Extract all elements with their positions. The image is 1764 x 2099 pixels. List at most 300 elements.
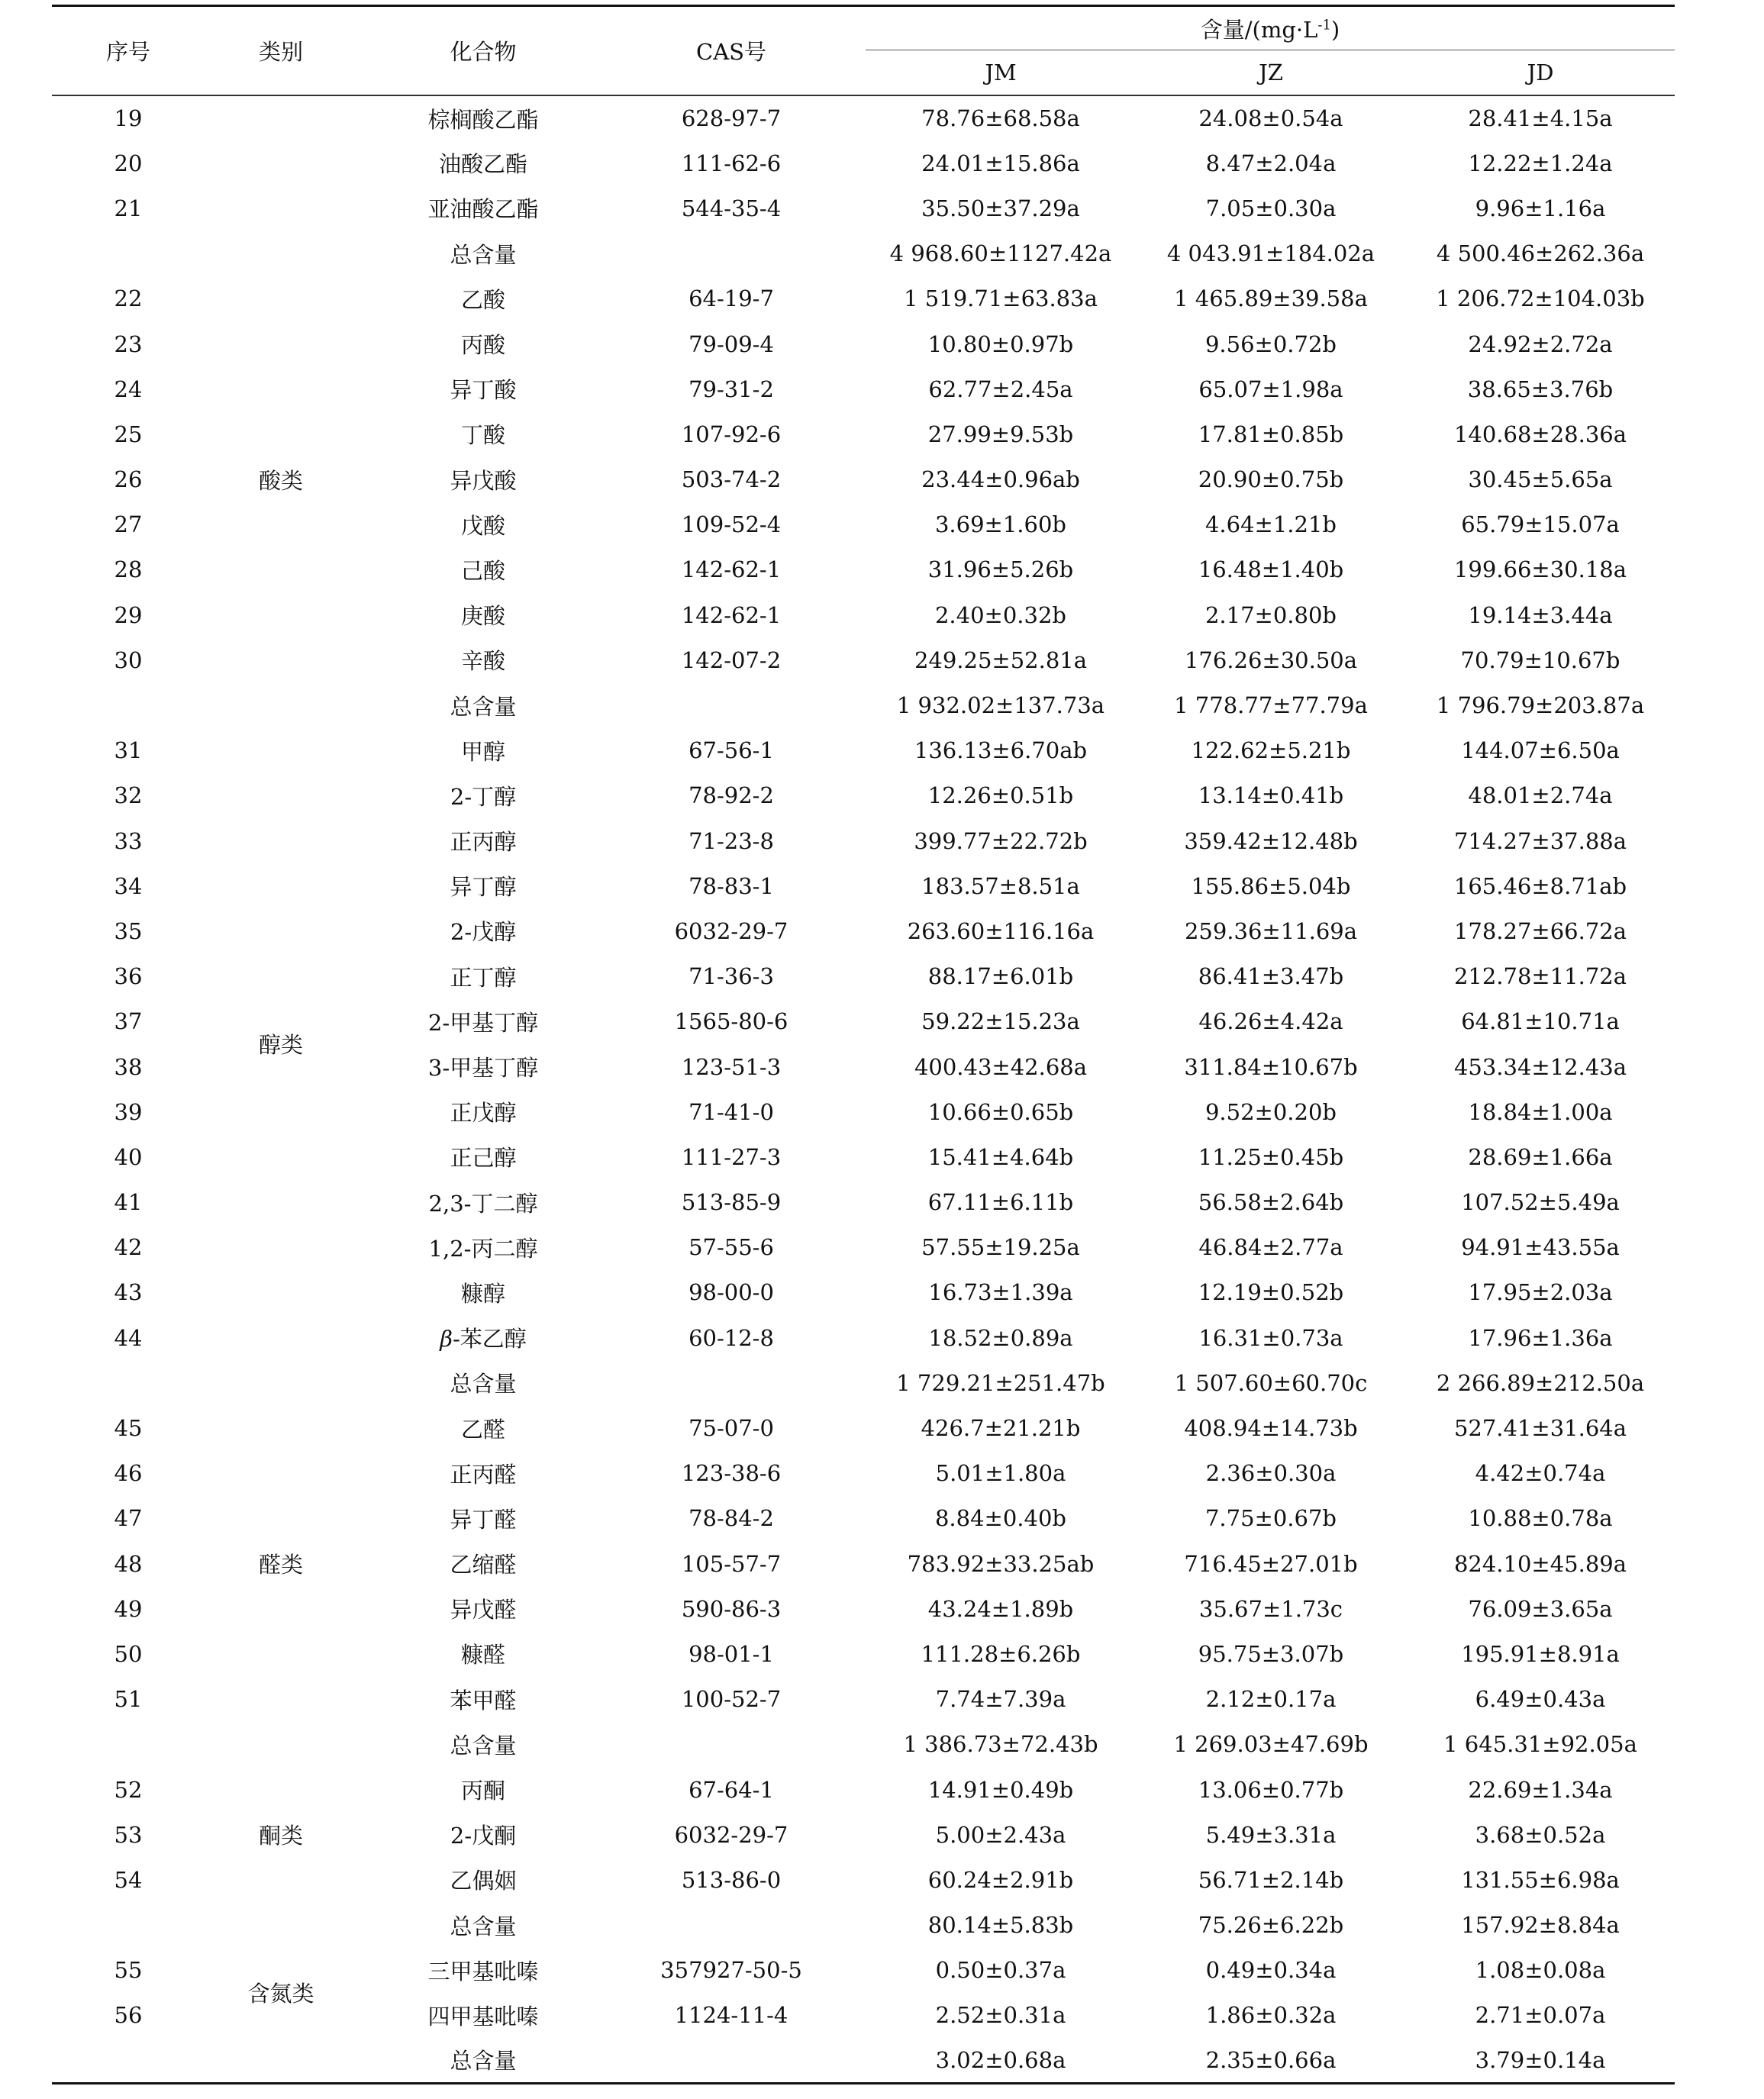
- row-cas: 60-12-8: [689, 1324, 774, 1351]
- row-value-jd: 2.71±0.07a: [1475, 2002, 1606, 2029]
- row-gap: [853, 411, 866, 456]
- row-index: 47: [114, 1505, 143, 1532]
- row-gap: [853, 185, 866, 231]
- row-value-jd: 527.41±31.64a: [1453, 1415, 1627, 1442]
- row-index: [52, 2038, 205, 2083]
- row-compound: [357, 411, 609, 456]
- row-value-jz: 46.26±4.42a: [1198, 1008, 1343, 1035]
- row-gap: [853, 1948, 866, 1993]
- row-value-jd: 165.46±8.71ab: [1453, 872, 1627, 899]
- row-value-jd: 131.55±6.98a: [1461, 1866, 1620, 1893]
- row-cas: 590-86-3: [681, 1595, 782, 1622]
- compound-name: 2-丁醇: [450, 783, 517, 810]
- row-value-jz: 9.56±0.72b: [1204, 330, 1337, 357]
- row-value-jz: 13.06±0.77b: [1198, 1776, 1344, 1803]
- row-gap: [853, 682, 866, 727]
- compound-name: 异丁醛: [450, 1506, 517, 1533]
- row-value-jm: 78.76±68.58a: [921, 105, 1080, 132]
- row-value-jd: 48.01±2.74a: [1468, 782, 1613, 809]
- row-gap: [853, 728, 866, 773]
- row-compound: [357, 502, 609, 547]
- row-gap: [853, 1677, 866, 1722]
- row-value-jm: 263.60±116.16a: [907, 917, 1095, 944]
- row-index: 51: [114, 1686, 143, 1713]
- row-value-jz: 4.64±1.21b: [1204, 511, 1337, 538]
- row-gap: [853, 1496, 866, 1541]
- table-row: [52, 185, 1675, 231]
- row-value-jm: 2.40±0.32b: [934, 601, 1066, 628]
- row-value-jd: 157.92±8.84a: [1461, 1912, 1620, 1939]
- row-value-jd: 199.66±30.18a: [1453, 556, 1627, 583]
- row-value-jd: 2 266.89±212.50a: [1436, 1369, 1645, 1396]
- row-value-jd: 4.42±0.74a: [1475, 1460, 1606, 1487]
- row-category: [205, 140, 357, 185]
- row-compound: [357, 1134, 609, 1179]
- header-compound: 化合物: [357, 6, 609, 96]
- row-value-jd: 1 206.72±104.03b: [1436, 285, 1645, 312]
- row-value-jm: 62.77±2.45a: [928, 376, 1073, 402]
- row-value-jd: 178.27±66.72a: [1453, 917, 1627, 944]
- row-value-jz: 2.17±0.80b: [1204, 601, 1337, 628]
- row-value-jz: 176.26±30.50a: [1184, 646, 1358, 673]
- row-value-jd: 64.81±10.71a: [1461, 1008, 1620, 1035]
- row-gap: [853, 1360, 866, 1405]
- row-index: 48: [114, 1550, 143, 1577]
- row-value-jd: 453.34±12.43a: [1453, 1053, 1627, 1080]
- row-index: 31: [114, 737, 143, 764]
- row-cas: 111-62-6: [681, 150, 782, 176]
- row-index: 27: [114, 511, 143, 538]
- row-value-jd: 144.07±6.50a: [1461, 737, 1620, 764]
- row-value-jd: 17.96±1.36a: [1468, 1324, 1613, 1351]
- compound-name: 苯甲醛: [450, 1687, 517, 1714]
- row-index: 53: [114, 1821, 143, 1848]
- row-gap: [853, 1586, 866, 1631]
- row-cas: 67-56-1: [689, 737, 774, 764]
- header-index: 序号: [52, 6, 205, 96]
- table-row: [52, 1903, 1675, 1948]
- row-value-jm: 1 519.71±63.83a: [904, 285, 1098, 312]
- compound-name: 乙醛: [460, 1416, 505, 1443]
- row-value-jz: 7.05±0.30a: [1205, 195, 1337, 221]
- row-value-jm: 59.22±15.23a: [921, 1008, 1080, 1035]
- row-gap: [853, 863, 866, 908]
- header-content-suffix: ): [1330, 16, 1340, 43]
- row-gap: [853, 1812, 866, 1857]
- row-index: 38: [114, 1053, 143, 1080]
- row-category: 酮类: [258, 1823, 303, 1849]
- row-value-jd: 94.91±43.55a: [1461, 1234, 1620, 1261]
- compound-name: 1,2-丙二醇: [428, 1235, 538, 1262]
- row-compound: [357, 95, 609, 140]
- row-cas: 79-31-2: [689, 376, 774, 402]
- row-compound: [357, 321, 609, 366]
- row-compound: [357, 1857, 609, 1902]
- table-row: [52, 1948, 1675, 1993]
- table-row: [52, 231, 1675, 276]
- row-value-jd: 107.52±5.49a: [1461, 1189, 1620, 1216]
- compound-greek-prefix: β: [440, 1326, 453, 1353]
- row-value-jz: 2.35±0.66a: [1136, 2038, 1406, 2083]
- row-index: 39: [114, 1098, 143, 1125]
- row-value-jd: 714.27±37.88a: [1453, 827, 1627, 854]
- row-gap: [853, 1451, 866, 1496]
- row-compound: [357, 1541, 609, 1586]
- header-sample-jz: JZ: [1136, 50, 1406, 96]
- row-index: 52: [114, 1776, 143, 1803]
- row-value-jd: 1 796.79±203.87a: [1436, 692, 1645, 719]
- row-value-jz: 9.52±0.20b: [1204, 1098, 1337, 1125]
- row-value-jz: 122.62±5.21b: [1191, 737, 1351, 764]
- compound-name: 棕榈酸乙酯: [427, 106, 539, 133]
- row-index: [52, 1903, 205, 1948]
- row-value-jd: 12.22±1.24a: [1468, 150, 1613, 176]
- row-cas: 67-64-1: [689, 1776, 774, 1803]
- row-gap: [853, 908, 866, 953]
- row-gap: [853, 1180, 866, 1225]
- compound-name: 异戊酸: [450, 467, 517, 494]
- row-value-jz: 24.08±0.54a: [1198, 105, 1343, 132]
- row-category: 醛类: [258, 1552, 303, 1578]
- row-value-jm: 2.52±0.31a: [935, 2002, 1066, 2029]
- row-cas: 513-86-0: [681, 1866, 782, 1893]
- row-cas: 628-97-7: [681, 105, 782, 132]
- row-cas: 513-85-9: [681, 1189, 782, 1216]
- compound-name: 总含量: [450, 1732, 517, 1759]
- table-body: [52, 95, 1675, 2083]
- row-index: 30: [114, 646, 143, 673]
- compound-content-table-container: [52, 5, 1675, 2084]
- header-content-prefix: 含量/(mg·L: [1200, 16, 1318, 43]
- row-compound: [357, 185, 609, 231]
- row-cas: 71-41-0: [689, 1098, 774, 1125]
- row-value-jm: 400.43±42.68a: [914, 1053, 1088, 1080]
- compound-name: 乙缩醛: [450, 1552, 517, 1578]
- row-cas: [609, 231, 853, 276]
- header-gap: [853, 6, 866, 96]
- row-index: 44: [114, 1324, 143, 1351]
- row-gap: [853, 1722, 866, 1767]
- row-value-jm: 43.24±1.89b: [927, 1595, 1074, 1622]
- table-row: [52, 1767, 1675, 1812]
- table-row: [52, 95, 1675, 140]
- row-value-jz: 408.94±14.73b: [1184, 1415, 1358, 1442]
- compound-name: 总含量: [450, 693, 517, 720]
- row-index: 35: [114, 917, 143, 944]
- row-compound: [357, 1225, 609, 1270]
- compound-name: 总含量: [450, 2048, 517, 2075]
- row-index: [52, 682, 205, 727]
- row-value-jm: 15.41±4.64b: [927, 1143, 1074, 1170]
- row-index: 37: [114, 1008, 143, 1035]
- row-value-jz: 56.71±2.14b: [1198, 1866, 1344, 1893]
- row-value-jm: 249.25±52.81a: [914, 646, 1088, 673]
- row-index: 24: [114, 376, 143, 402]
- row-cas: 79-09-4: [689, 330, 774, 357]
- row-compound: [357, 863, 609, 908]
- row-value-jm: 1 932.02±137.73a: [896, 692, 1105, 719]
- row-index: 36: [114, 963, 143, 990]
- row-cas: 1124-11-4: [674, 2002, 788, 2029]
- row-value-jd: 1.08±0.08a: [1475, 1957, 1606, 1984]
- row-value-jz: 86.41±3.47b: [1198, 963, 1344, 990]
- compound-name: 2-戊醇: [450, 919, 517, 946]
- table-row: [52, 2038, 1675, 2083]
- row-value-jm: 8.84±0.40b: [934, 1505, 1066, 1532]
- row-value-jm: 111.28±6.26b: [921, 1640, 1081, 1667]
- row-gap: [853, 502, 866, 547]
- row-value-jm: 136.13±6.70ab: [914, 737, 1088, 764]
- row-value-jz: 95.75±3.07b: [1198, 1640, 1344, 1667]
- row-gap: [853, 276, 866, 321]
- compound-name: 亚油酸乙酯: [427, 196, 539, 223]
- row-gap: [853, 2038, 866, 2083]
- row-value-jd: 1 645.31±92.05a: [1443, 1731, 1637, 1758]
- row-value-jm: 16.73±1.39a: [928, 1279, 1073, 1306]
- compound-name: 糠醇: [460, 1280, 505, 1307]
- row-value-jm: 5.01±1.80a: [935, 1460, 1066, 1487]
- row-cas: 123-38-6: [681, 1460, 782, 1487]
- compound-name: 油酸乙酯: [438, 151, 527, 178]
- row-compound: [357, 231, 609, 276]
- row-index: 20: [114, 150, 143, 176]
- row-cas: 57-55-6: [689, 1234, 774, 1261]
- row-gap: [853, 1631, 866, 1676]
- row-compound: [357, 276, 609, 321]
- row-compound: [357, 1586, 609, 1631]
- row-gap: [853, 818, 866, 863]
- row-gap: [853, 366, 866, 411]
- compound-name: 辛酸: [460, 648, 505, 675]
- row-value-jm: 12.26±0.51b: [927, 782, 1074, 809]
- compound-name: 四甲基吡嗪: [427, 2003, 539, 2030]
- compound-name: 丁酸: [460, 422, 505, 449]
- header-cas: CAS号: [609, 6, 853, 96]
- table-row: [52, 140, 1675, 185]
- row-value-jz: 716.45±27.01b: [1184, 1550, 1358, 1577]
- row-compound: [357, 547, 609, 592]
- row-gap: [853, 1767, 866, 1812]
- row-cas: 6032-29-7: [674, 1821, 788, 1848]
- row-compound: [357, 999, 609, 1044]
- compound-name: 丙酸: [460, 332, 505, 359]
- row-compound: [357, 1451, 609, 1496]
- compound-name: 己酸: [460, 557, 505, 584]
- row-value-jm: 67.11±6.11b: [927, 1189, 1074, 1216]
- row-value-jd: 6.49±0.43a: [1475, 1686, 1606, 1713]
- row-index: 33: [114, 827, 143, 854]
- compound-name: 正丁醇: [450, 964, 517, 991]
- row-value-jd: 28.41±4.15a: [1468, 105, 1613, 132]
- row-cas: 1565-80-6: [674, 1008, 788, 1035]
- compound-name: 总含量: [450, 1913, 517, 1939]
- row-value-jd: 70.79±10.67b: [1460, 646, 1620, 673]
- row-value-jz: 2.12±0.17a: [1205, 1686, 1337, 1713]
- row-gap: [853, 954, 866, 999]
- row-value-jd: 824.10±45.89a: [1453, 1550, 1627, 1577]
- row-gap: [853, 1134, 866, 1179]
- row-gap: [853, 1089, 866, 1134]
- row-category: [205, 95, 357, 140]
- row-index: 41: [114, 1189, 143, 1216]
- compound-name: 3-甲基丁醇: [427, 1055, 539, 1082]
- row-value-jd: 28.69±1.66a: [1468, 1143, 1613, 1170]
- header-sample-jd: JD: [1406, 50, 1675, 96]
- row-gap: [853, 140, 866, 185]
- row-gap: [853, 773, 866, 818]
- row-cas: 107-92-6: [681, 421, 782, 447]
- row-compound: [357, 682, 609, 727]
- row-cas: 109-52-4: [681, 511, 782, 538]
- table-header: [52, 6, 1675, 96]
- row-index: 54: [114, 1866, 143, 1893]
- compound-name: 丙酮: [460, 1778, 505, 1804]
- row-value-jm: 10.66±0.65b: [927, 1098, 1074, 1125]
- compound-name: 乙偶姻: [450, 1868, 517, 1894]
- row-gap: [853, 999, 866, 1044]
- row-index: 28: [114, 556, 143, 583]
- row-index: 26: [114, 466, 143, 493]
- compound-name: 异戊醛: [450, 1597, 517, 1623]
- row-value-jz: 35.67±1.73c: [1198, 1595, 1343, 1622]
- row-value-jd: 65.79±15.07a: [1461, 511, 1620, 538]
- row-compound: [357, 818, 609, 863]
- row-cas: [609, 1903, 853, 1948]
- row-value-jz: 5.49±3.31a: [1205, 1821, 1337, 1848]
- compound-name: 总含量: [450, 241, 517, 268]
- row-value-jz: 311.84±10.67b: [1184, 1053, 1358, 1080]
- compound-name: 糠醛: [460, 1642, 505, 1669]
- row-compound: [357, 1948, 609, 1993]
- row-index: 55: [114, 1957, 143, 1984]
- row-cas: 75-07-0: [689, 1415, 774, 1442]
- row-cas: 6032-29-7: [674, 917, 788, 944]
- row-gap: [853, 1044, 866, 1089]
- row-category: [205, 1360, 357, 1405]
- row-gap: [853, 592, 866, 637]
- compound-name: 总含量: [450, 1371, 517, 1398]
- row-value-jz: 359.42±12.48b: [1184, 827, 1358, 854]
- row-compound: [357, 1405, 609, 1450]
- row-index: 43: [114, 1279, 143, 1306]
- row-index: 25: [114, 421, 143, 447]
- row-gap: [853, 457, 866, 502]
- row-index: [52, 231, 205, 276]
- row-value-jm: 57.55±19.25a: [921, 1234, 1080, 1261]
- row-compound: [357, 1315, 609, 1360]
- row-value-jz: 12.19±0.52b: [1198, 1279, 1344, 1306]
- row-value-jm: 1 729.21±251.47b: [896, 1369, 1105, 1396]
- row-cas: 544-35-4: [681, 195, 782, 221]
- row-value-jm: 7.74±7.39a: [935, 1686, 1066, 1713]
- row-value-jm: 3.69±1.60b: [934, 511, 1066, 538]
- row-cas: 142-62-1: [681, 556, 782, 583]
- row-value-jz: 56.58±2.64b: [1198, 1189, 1344, 1216]
- row-value-jz: 7.75±0.67b: [1204, 1505, 1337, 1532]
- row-value-jm: 80.14±5.83b: [927, 1912, 1074, 1939]
- table-row: [52, 1360, 1675, 1405]
- row-compound: [357, 1180, 609, 1225]
- table-row: [52, 1405, 1675, 1450]
- row-value-jd: 38.65±3.76b: [1467, 376, 1614, 402]
- row-value-jz: 17.81±0.85b: [1198, 421, 1344, 447]
- row-value-jd: 3.79±0.14a: [1406, 2038, 1675, 2083]
- row-index: 42: [114, 1234, 143, 1261]
- row-value-jm: 5.00±2.43a: [935, 1821, 1066, 1848]
- row-value-jd: 4 500.46±262.36a: [1436, 240, 1645, 267]
- row-gap: [853, 1541, 866, 1586]
- row-value-jm: 27.99±9.53b: [927, 421, 1074, 447]
- row-cas: 105-57-7: [681, 1550, 782, 1577]
- row-value-jm: 31.96±5.26b: [927, 556, 1074, 583]
- row-index: 46: [114, 1460, 143, 1487]
- row-index: [52, 1360, 205, 1405]
- row-value-jz: 1 507.60±60.70c: [1174, 1369, 1368, 1396]
- row-index: 34: [114, 872, 143, 899]
- row-cas: 71-36-3: [689, 963, 774, 990]
- row-gap: [853, 1903, 866, 1948]
- row-index: 23: [114, 330, 143, 357]
- row-value-jd: 17.95±2.03a: [1468, 1279, 1613, 1306]
- row-value-jz: 1 465.89±39.58a: [1174, 285, 1368, 312]
- row-index: 22: [114, 285, 143, 312]
- compound-name: 2-甲基丁醇: [427, 1009, 539, 1036]
- row-value-jz: 13.14±0.41b: [1198, 782, 1344, 809]
- compound-name: 戊酸: [460, 512, 505, 539]
- row-value-jm: 0.50±0.37a: [935, 1957, 1066, 1984]
- compound-name: 正己醇: [450, 1145, 517, 1172]
- table-row: [52, 276, 1675, 321]
- compound-name: 正丙醛: [450, 1461, 517, 1488]
- row-value-jz: 16.48±1.40b: [1198, 556, 1344, 583]
- row-cas: 78-92-2: [689, 782, 774, 809]
- row-compound: [357, 1903, 609, 1948]
- row-cas: 64-19-7: [689, 285, 774, 312]
- row-value-jz: 1 269.03±47.69b: [1173, 1731, 1369, 1758]
- row-cas: 98-00-0: [689, 1279, 774, 1306]
- row-compound: [357, 592, 609, 637]
- compound-name: -苯乙醇: [452, 1326, 527, 1353]
- header-content: [866, 6, 1675, 50]
- row-value-jd: 19.14±3.44a: [1468, 601, 1613, 628]
- compound-name: 异丁酸: [450, 377, 517, 404]
- row-value-jd: 9.96±1.16a: [1475, 195, 1606, 221]
- row-index: 21: [114, 195, 143, 221]
- row-index: 40: [114, 1143, 143, 1170]
- row-compound: [357, 1812, 609, 1857]
- header-sample-jm: JM: [866, 50, 1136, 96]
- row-compound: [357, 908, 609, 953]
- compound-name: 三甲基吡嗪: [427, 1958, 539, 1985]
- row-value-jd: 3.68±0.52a: [1475, 1821, 1606, 1848]
- row-value-jm: 783.92±33.25ab: [907, 1550, 1095, 1577]
- row-value-jm: 3.02±0.68a: [866, 2038, 1136, 2083]
- compound-name: 庚酸: [460, 603, 505, 630]
- row-compound: [357, 1089, 609, 1134]
- compound-name: 正丙醇: [450, 829, 517, 856]
- row-value-jd: 76.09±3.65a: [1468, 1595, 1613, 1622]
- row-value-jz: 2.36±0.30a: [1205, 1460, 1337, 1487]
- row-value-jz: 155.86±5.04b: [1191, 872, 1351, 899]
- row-compound: [357, 954, 609, 999]
- compound-name: 异丁醇: [450, 874, 517, 901]
- row-value-jz: 11.25±0.45b: [1198, 1143, 1344, 1170]
- row-category: [205, 2038, 357, 2083]
- row-cas: 142-62-1: [681, 601, 782, 628]
- row-compound: [357, 457, 609, 502]
- header-content-sup: -1: [1317, 16, 1331, 33]
- row-cas: 357927-50-5: [660, 1957, 802, 1984]
